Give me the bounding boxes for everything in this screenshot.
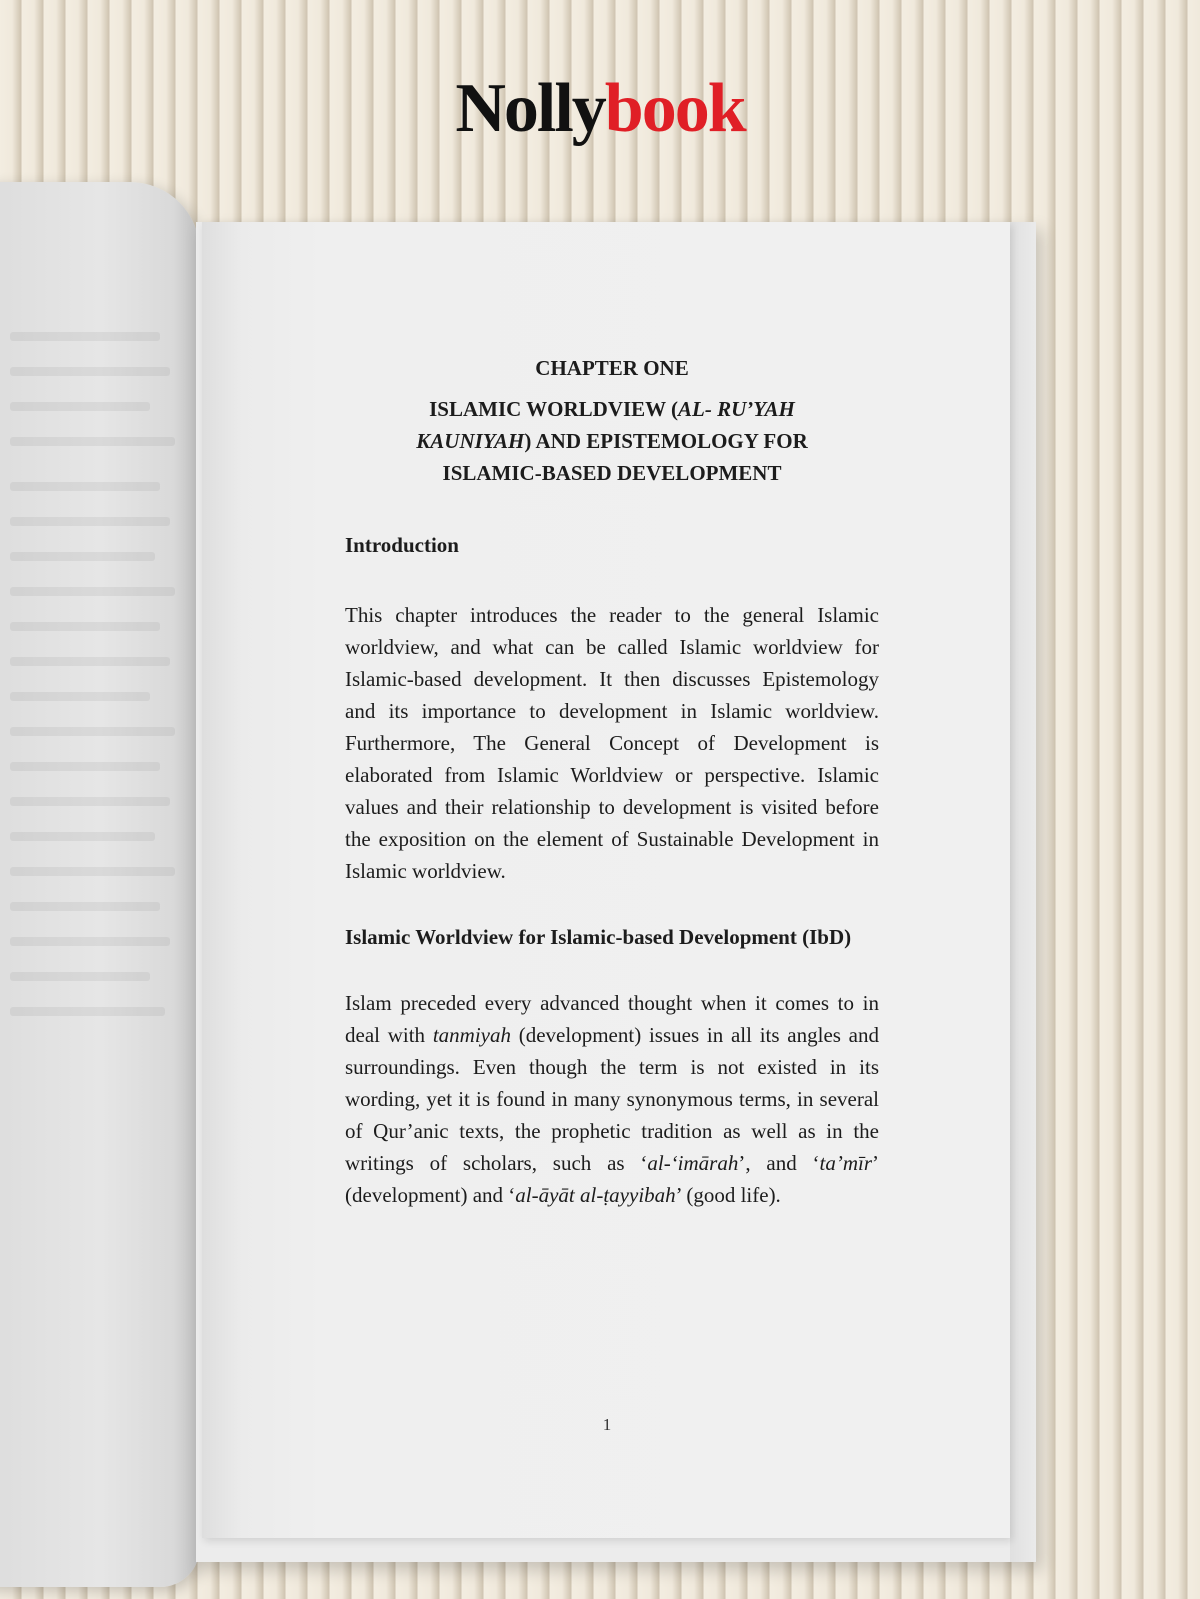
chapter-title xyxy=(345,393,879,489)
ibd-term-imarah: al-‘imārah xyxy=(647,1151,739,1175)
chapter-label: CHAPTER ONE xyxy=(535,356,689,380)
ibd-text-a: Islam preceded every advanced thought when it comes to in deal with xyxy=(345,991,879,1047)
page-edge-shadow xyxy=(1010,222,1040,1562)
introduction-heading: Introduction xyxy=(345,533,459,557)
ibd-term-tanmiyah: tanmiyah xyxy=(432,1023,511,1047)
left-page xyxy=(0,182,200,1587)
logo-part-book: book xyxy=(604,70,745,147)
page-number: 1 xyxy=(602,1415,612,1434)
introduction-paragraph: This chapter introduces the reader to the general Islamic worldview, and what can be called Islamic worldview for Islamic-based development. It then discusses Epistemology and its importance to development in Islamic worldview. Furthermore, The General Concept of Development is elaborated from Islamic Worldview or perspective. Islamic values and their relationship to development is visited before the exposition on the element of Sustainable Development in Islamic worldview. xyxy=(345,603,879,883)
section-ibd-heading: Islamic Worldview for Islamic-based Development (IbD) xyxy=(345,925,852,949)
ibd-term-tamir: ta’mīr xyxy=(819,1151,873,1175)
chapter-title-line2b: ) AND EPISTEMOLOGY FOR xyxy=(524,429,808,453)
section-ibd-paragraph xyxy=(345,987,879,1211)
ibd-text-e: ’, and ‘ xyxy=(738,1151,820,1175)
ibd-term-good-life: al-āyāt al-ṭayyibah xyxy=(515,1183,676,1207)
chapter-title-line3: ISLAMIC-BASED DEVELOPMENT xyxy=(442,461,782,485)
page-content xyxy=(345,356,879,1211)
nollybook-logo xyxy=(0,70,1200,147)
chapter-title-line1b: AL- RU’YAH xyxy=(678,397,795,421)
logo-part-nolly: Nolly xyxy=(455,70,605,147)
ibd-text-c: (development) issues in all its angles and surroundings. Even though the term is not existed in its wording, yet it is found in many synonymous terms, in several of Qur’anic texts, the prophetic tradition as well as in the writings of scholars, such as ‘ xyxy=(345,1023,880,1175)
ibd-text-i: ’ (good life). xyxy=(675,1183,781,1207)
ibd-text-g: ’ (development) and ‘ xyxy=(345,1151,880,1207)
chapter-title-line2a: KAUNIYAH xyxy=(416,429,525,453)
chapter-title-line1a: ISLAMIC WORLDVIEW ( xyxy=(429,397,679,421)
